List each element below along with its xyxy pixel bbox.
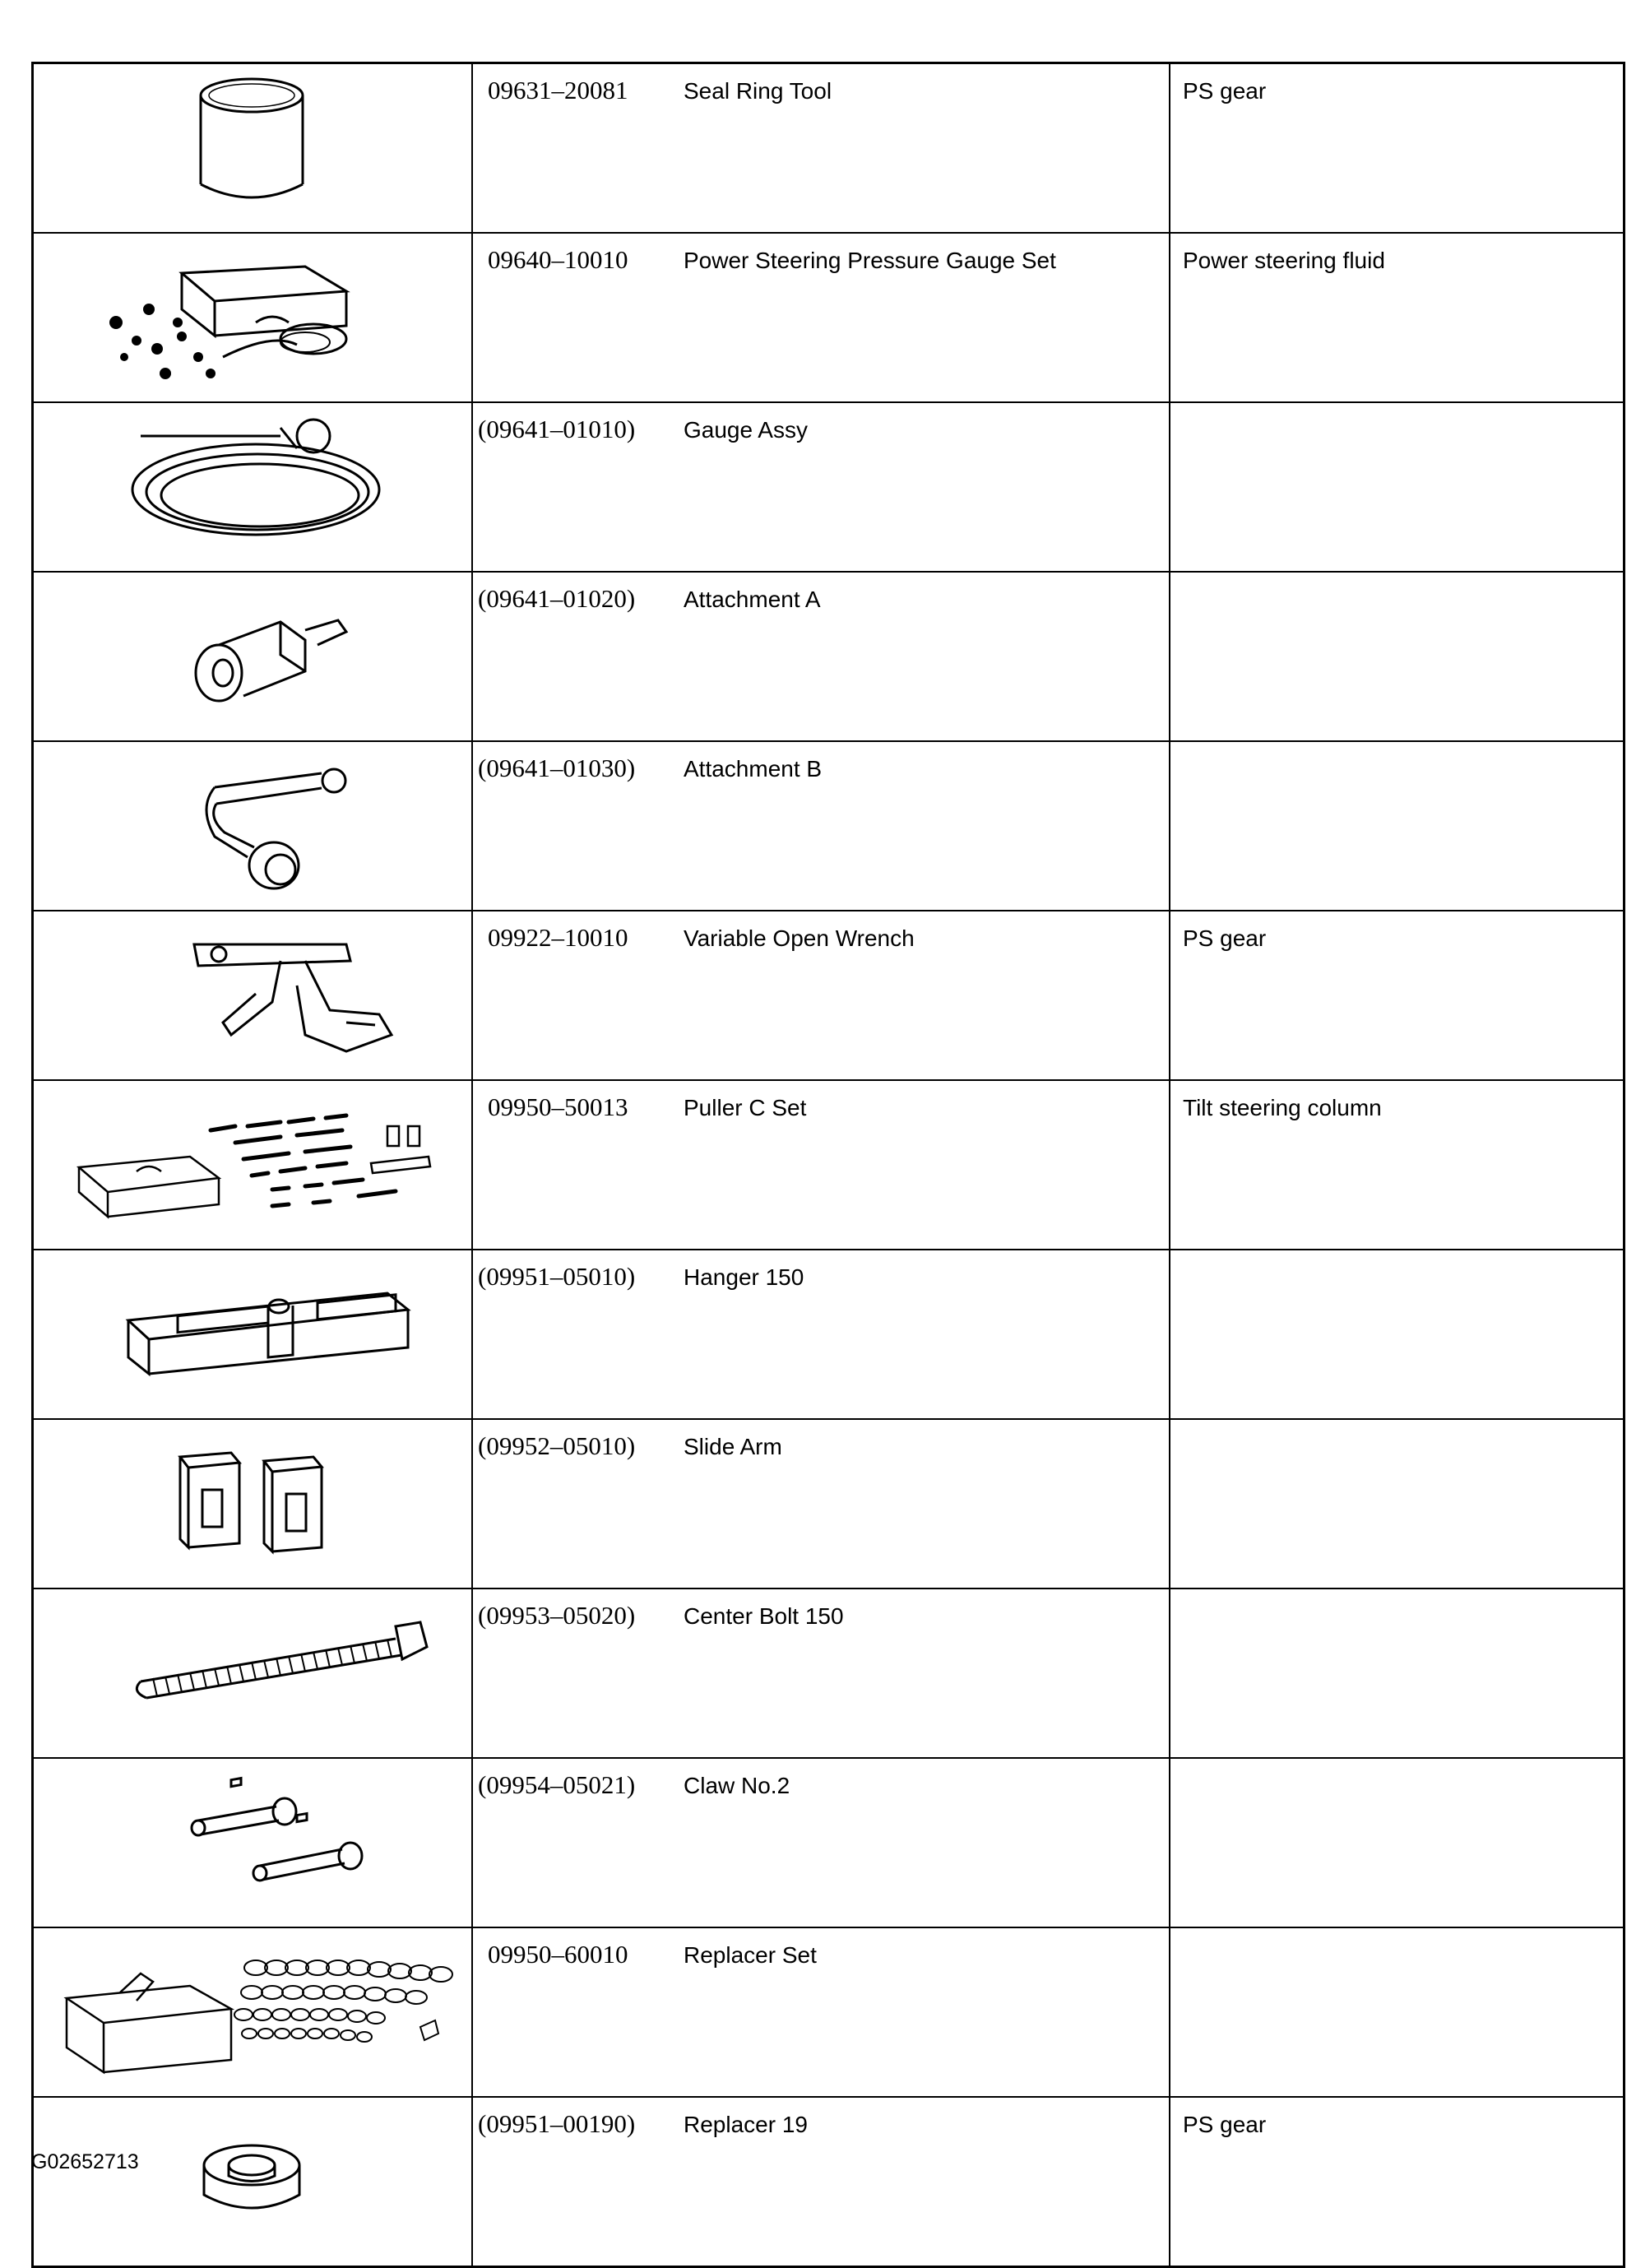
table-row: [33, 572, 1625, 741]
table-row: [33, 1589, 1625, 1758]
pressure-gauge-set-icon: [34, 234, 471, 390]
tool-image-cell: [33, 1927, 473, 2097]
part-number: 09922–10010: [472, 911, 677, 1080]
gauge-assy-icon: [34, 403, 471, 559]
part-number: (09952–05010): [472, 1419, 677, 1589]
tool-name: Slide Arm: [677, 1419, 1170, 1589]
tool-name: Replacer 19: [677, 2097, 1170, 2267]
table-row: [33, 911, 1625, 1080]
part-number: 09640–10010: [472, 233, 677, 402]
part-number: (09641–01010): [472, 402, 677, 572]
tool-usage: PS gear: [1170, 63, 1625, 234]
tool-name: Hanger 150: [677, 1250, 1170, 1419]
table-row: [33, 1419, 1625, 1589]
part-number: 09950–60010: [472, 1927, 677, 2097]
seal-ring-tool-icon: [34, 64, 471, 220]
part-number: 09950–50013: [472, 1080, 677, 1250]
tool-name: Attachment A: [677, 572, 1170, 741]
variable-open-wrench-icon: [34, 911, 471, 1068]
figure-code: G02652713: [31, 2150, 139, 2173]
table-row: [33, 741, 1625, 911]
part-number: (09954–05021): [472, 1758, 677, 1927]
tool-image-cell: [33, 233, 473, 402]
part-number: 09631–20081: [472, 63, 677, 234]
tool-image-cell: [33, 1758, 473, 1927]
part-number: (09641–01030): [472, 741, 677, 911]
tool-usage: [1170, 1927, 1625, 2097]
attachment-b-icon: [34, 742, 471, 898]
tool-image-cell: [33, 402, 473, 572]
table-row: [33, 1927, 1625, 2097]
special-tools-table: [31, 62, 1625, 2268]
tool-image-cell: [33, 1250, 473, 1419]
tool-name: Power Steering Pressure Gauge Set: [677, 233, 1170, 402]
tool-name: Replacer Set: [677, 1927, 1170, 2097]
tool-image-cell: [33, 911, 473, 1080]
hanger-150-icon: [34, 1250, 471, 1407]
replacer-19-icon: [34, 2098, 471, 2254]
tool-usage: PS gear: [1170, 2097, 1625, 2267]
tool-usage: [1170, 1758, 1625, 1927]
table-row: [33, 1758, 1625, 1927]
tool-usage: [1170, 572, 1625, 741]
tool-name: Seal Ring Tool: [677, 63, 1170, 234]
tool-image-cell: [33, 741, 473, 911]
part-number: (09951–05010): [472, 1250, 677, 1419]
tool-image-cell: [33, 63, 473, 234]
replacer-set-icon: [34, 1928, 471, 2085]
part-number: (09641–01020): [472, 572, 677, 741]
attachment-a-icon: [34, 573, 471, 729]
slide-arm-icon: [34, 1420, 471, 1576]
tool-image-cell: [33, 1419, 473, 1589]
part-number: (09953–05020): [472, 1589, 677, 1758]
tool-name: Center Bolt 150: [677, 1589, 1170, 1758]
tool-usage: [1170, 402, 1625, 572]
table-row: [33, 1250, 1625, 1419]
tool-usage: PS gear: [1170, 911, 1625, 1080]
table-row: [33, 402, 1625, 572]
puller-c-set-icon: [34, 1081, 471, 1237]
tool-image-cell: [33, 2097, 473, 2267]
tool-name: Attachment B: [677, 741, 1170, 911]
table-row: [33, 233, 1625, 402]
tool-name: Puller C Set: [677, 1080, 1170, 1250]
tool-image-cell: [33, 1589, 473, 1758]
tool-name: Gauge Assy: [677, 402, 1170, 572]
tool-image-cell: [33, 572, 473, 741]
claw-no2-icon: [34, 1759, 471, 1915]
table-row: [33, 2097, 1625, 2267]
table-row: [33, 1080, 1625, 1250]
tool-usage: [1170, 1250, 1625, 1419]
tool-usage: [1170, 1589, 1625, 1758]
table-row: [33, 63, 1625, 234]
part-number: (09951–00190): [472, 2097, 677, 2267]
tool-name: Claw No.2: [677, 1758, 1170, 1927]
tool-image-cell: [33, 1080, 473, 1250]
tool-usage: [1170, 1419, 1625, 1589]
center-bolt-icon: [34, 1589, 471, 1746]
tool-usage: Power steering fluid: [1170, 233, 1625, 402]
tool-usage: Tilt steering column: [1170, 1080, 1625, 1250]
tool-name: Variable Open Wrench: [677, 911, 1170, 1080]
tool-usage: [1170, 741, 1625, 911]
